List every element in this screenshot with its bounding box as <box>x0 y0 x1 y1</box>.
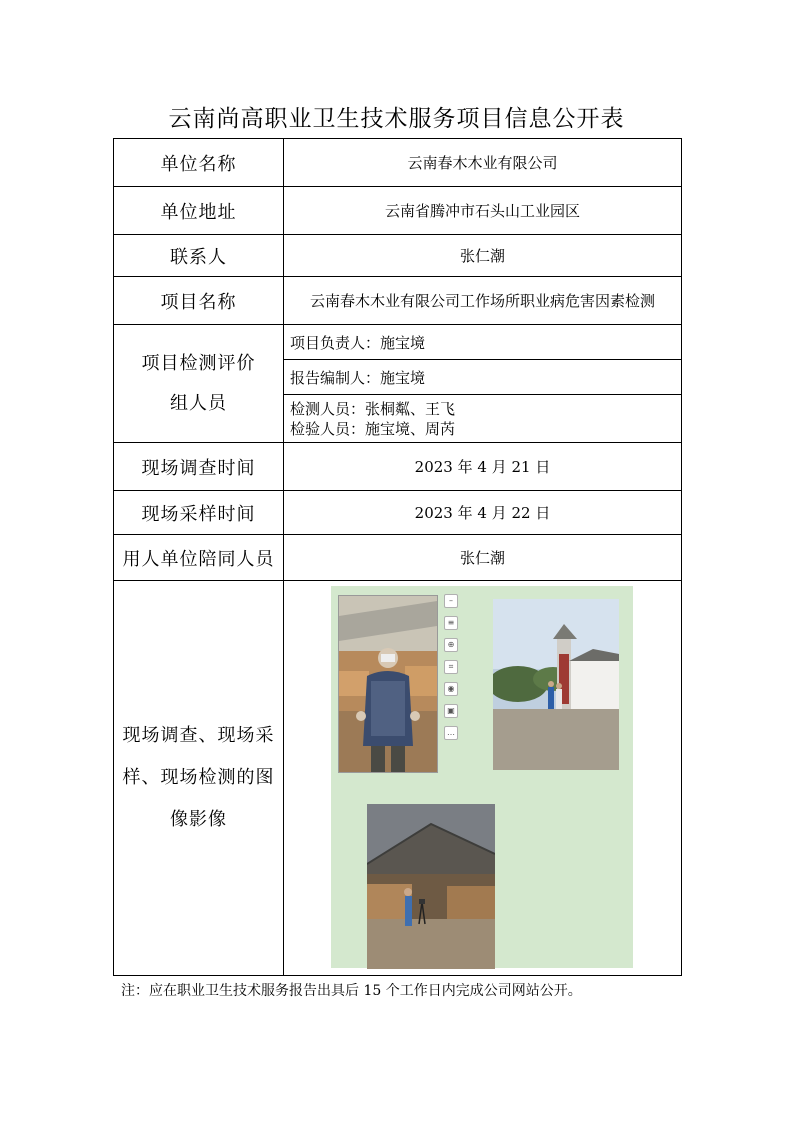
contact-label: 联系人 <box>114 235 284 277</box>
accompany-value: 张仁潮 <box>284 535 682 581</box>
photo-outdoor-gate[interactable] <box>493 599 619 770</box>
project-leader: 项目负责人：施宝境 <box>284 325 682 360</box>
info-table <box>113 138 682 976</box>
personnel-label-line1: 项目检测评价 <box>141 352 256 374</box>
unit-name-value: 云南春木木业有限公司 <box>284 139 682 187</box>
personnel-label <box>114 325 284 443</box>
images-label-line1: 现场调查、现场采 <box>122 725 275 746</box>
row-contact <box>114 235 682 277</box>
image-icon[interactable]: ▣ <box>444 704 458 718</box>
contact-value: 张仁潮 <box>284 235 682 277</box>
minus-icon[interactable]: – <box>444 594 458 608</box>
photo-worker-factory[interactable] <box>338 595 438 773</box>
bulb-icon[interactable]: ◉ <box>444 682 458 696</box>
row-unit-name <box>114 139 682 187</box>
unit-address-value: 云南省腾冲市石头山工业园区 <box>284 187 682 235</box>
personnel-testers-cell <box>284 395 682 443</box>
inspectors: 检验人员：施宝境、周芮 <box>290 419 456 438</box>
images-label-line2: 样、现场检测的图 <box>122 767 275 788</box>
row-survey-time <box>114 443 682 491</box>
project-name-value: 云南春木木业有限公司工作场所职业病危害因素检测 <box>284 277 682 325</box>
images-label <box>114 581 284 976</box>
images-label-line3: 像影像 <box>170 809 227 830</box>
row-personnel-1 <box>114 325 682 360</box>
row-unit-address <box>114 187 682 235</box>
survey-time-label: 现场调查时间 <box>114 443 284 491</box>
crop-icon[interactable]: ⌗ <box>444 660 458 674</box>
row-sampling-time <box>114 491 682 535</box>
unit-name-label: 单位名称 <box>114 139 284 187</box>
sampling-time-label: 现场采样时间 <box>114 491 284 535</box>
images-cell <box>284 581 682 976</box>
personnel-label-line2: 组人员 <box>170 392 227 414</box>
layout-icon[interactable]: ≡ <box>444 616 458 630</box>
photo-collage <box>331 586 633 968</box>
image-toolbar <box>444 594 458 748</box>
footnote: 注：应在职业卫生技术服务报告出具后 15 个工作日内完成公司网站公开。 <box>121 983 582 999</box>
unit-address-label: 单位地址 <box>114 187 284 235</box>
more-icon[interactable]: … <box>444 726 458 740</box>
accompany-label: 用人单位陪同人员 <box>114 535 284 581</box>
zoom-icon[interactable]: ⊕ <box>444 638 458 652</box>
report-author: 报告编制人：施宝境 <box>284 360 682 395</box>
project-name-label: 项目名称 <box>114 277 284 325</box>
row-images <box>114 581 682 976</box>
sampling-time-value: 2023 年 4 月 22 日 <box>284 491 682 535</box>
page-title: 云南尚高职业卫生技术服务项目信息公开表 <box>168 106 625 132</box>
row-project-name <box>114 277 682 325</box>
survey-time-value: 2023 年 4 月 21 日 <box>284 443 682 491</box>
row-accompany <box>114 535 682 581</box>
photo-warehouse-sampling[interactable] <box>367 804 495 969</box>
testers: 检测人员：张桐粼、王飞 <box>290 399 456 418</box>
